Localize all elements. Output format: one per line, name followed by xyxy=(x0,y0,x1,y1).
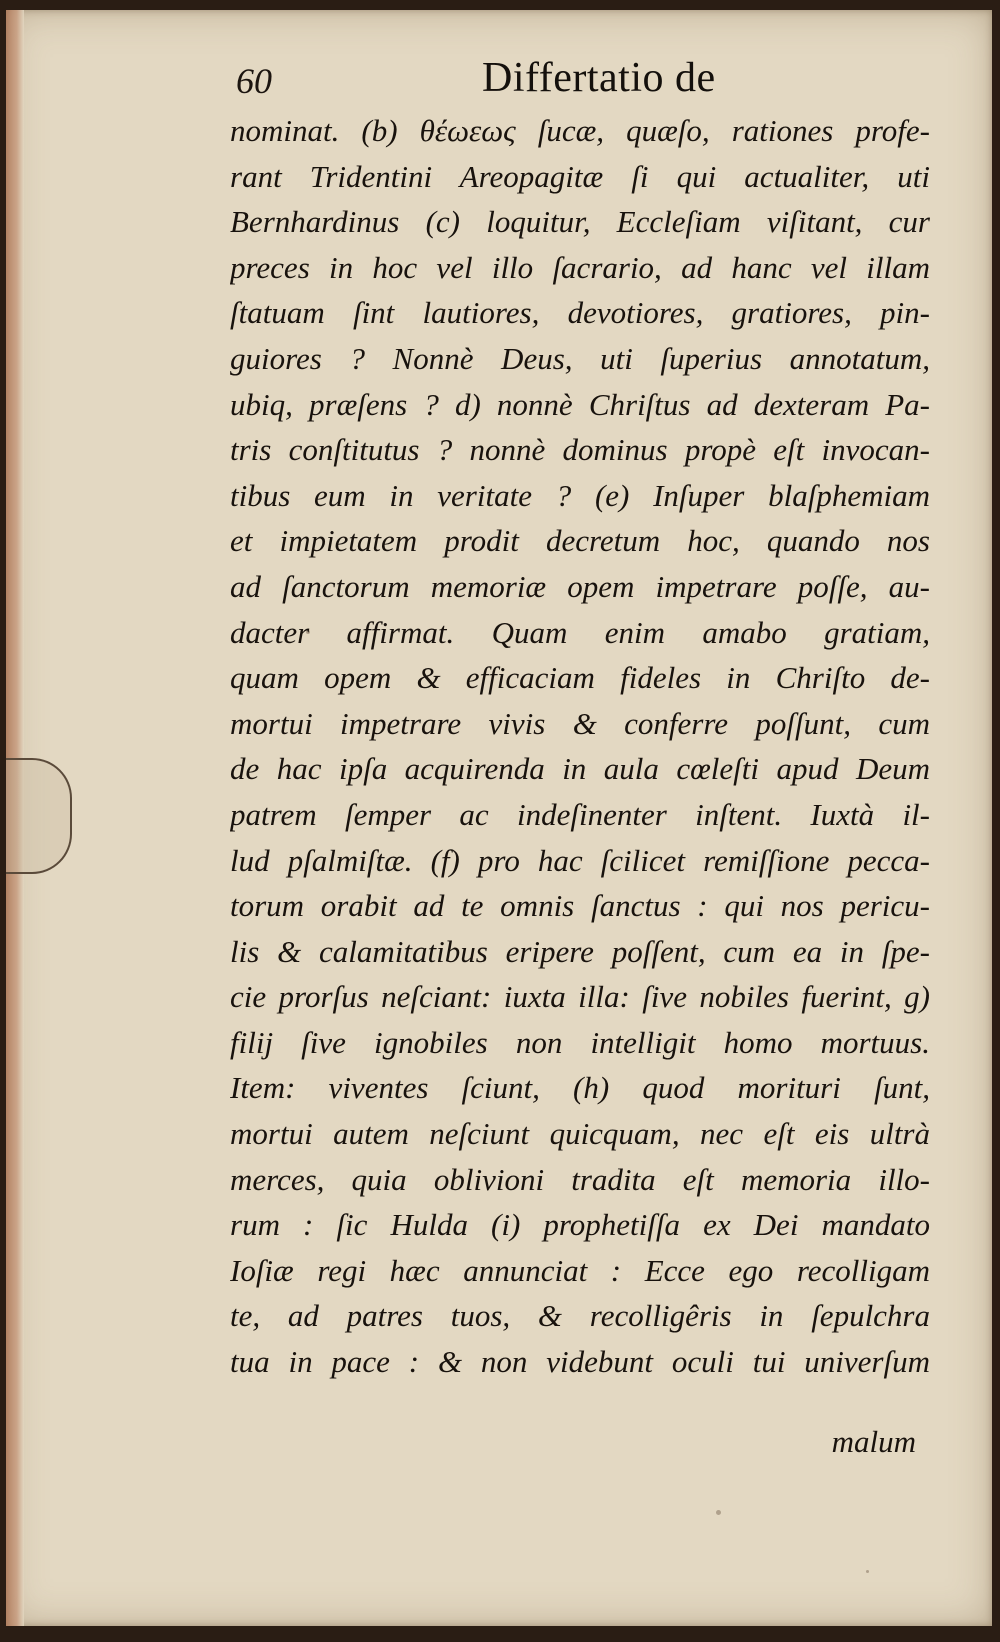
text-line: preces in hoc vel illo ſacrario, ad hanc vel illam xyxy=(230,249,930,285)
text-line: patrem ſemper ac indeſinenter inſtent. Iuxtà il- xyxy=(230,796,930,832)
text-line: rant Tridentini Areopagitæ ſi qui actualiter, uti xyxy=(230,158,930,194)
folio-number: 60 xyxy=(236,61,272,101)
text-line: te, ad patres tuos, & recolligêris in ſepulchra xyxy=(230,1298,930,1334)
text-line: Item: viventes ſciunt, (h) quod morituri ſunt, xyxy=(230,1070,930,1106)
text-line: ubiq, præſens ? d) nonnè Chriſtus ad dexteram Pa- xyxy=(230,386,930,422)
text-line: guiores ? Nonnè Deus, uti ſuperius annotatum, xyxy=(230,340,930,376)
text-line: rum : ſic Hulda (i) prophetiſſa ex Dei mandato xyxy=(230,1207,930,1243)
text-line: cie prorſus neſciant: iuxta illa: ſive nobiles fuerint, g) xyxy=(230,979,930,1015)
text-line: lud pſalmiſtæ. (f) pro hac ſcilicet remiſſione pecca- xyxy=(230,842,930,878)
text-line: merces, quia oblivioni tradita eſt memoria illo- xyxy=(230,1161,930,1197)
text-line: ſtatuam ſint lautiores, devotiores, gratiores, pin- xyxy=(230,295,930,331)
page-header xyxy=(236,54,936,106)
text-line: de hac ipſa acquirenda in aula cœleſti apud Deum xyxy=(230,751,930,787)
text-line: Bernhardinus (c) loquitur, Eccleſiam viſitant, cur xyxy=(230,204,930,240)
paper-speck xyxy=(716,1510,721,1515)
text-line: tua in pace : & non videbunt oculi tui univerſum xyxy=(230,1344,930,1380)
text-line: dacter affirmat. Quam enim amabo gratiam, xyxy=(230,614,930,650)
text-line: nominat. (b) θέωεως ſucæ, quæſo, rationes profe- xyxy=(230,113,930,148)
catchword: malum xyxy=(831,1424,916,1459)
paper-leaf xyxy=(6,10,992,1626)
text-line: et impietatem prodit decretum hoc, quando nos xyxy=(230,523,930,559)
text-line: quam opem & efficaciam fideles in Chriſto de- xyxy=(230,660,930,696)
text-line: torum orabit ad te omnis ſanctus : qui nos pericu- xyxy=(230,888,930,924)
text-line: mortui impetrare vivis & conferre poſſunt, cum xyxy=(230,705,930,741)
paper-speck xyxy=(866,1570,869,1573)
running-title: Differtatio de xyxy=(482,55,716,101)
text-line: tris conſtitutus ? nonnè dominus propè eſt invocan- xyxy=(230,432,930,468)
text-line: mortui autem neſciunt quicquam, nec eſt eis ultrà xyxy=(230,1116,930,1152)
text-line: Ioſiæ regi hæc annunciat : Ecce ego recolligam xyxy=(230,1252,930,1288)
text-line: lis & calamitatibus eripere poſſent, cum ea in ſpe- xyxy=(230,933,930,969)
text-line: filij ſive ignobiles non intelligit homo mortuus. xyxy=(230,1024,930,1060)
text-line: ad ſanctorum memoriæ opem impetrare poſſe, au- xyxy=(230,568,930,604)
body-text xyxy=(230,108,930,1385)
page-tab-mark xyxy=(6,758,72,874)
text-line: tibus eum in veritate ? (e) Inſuper blaſphemiam xyxy=(230,477,930,513)
